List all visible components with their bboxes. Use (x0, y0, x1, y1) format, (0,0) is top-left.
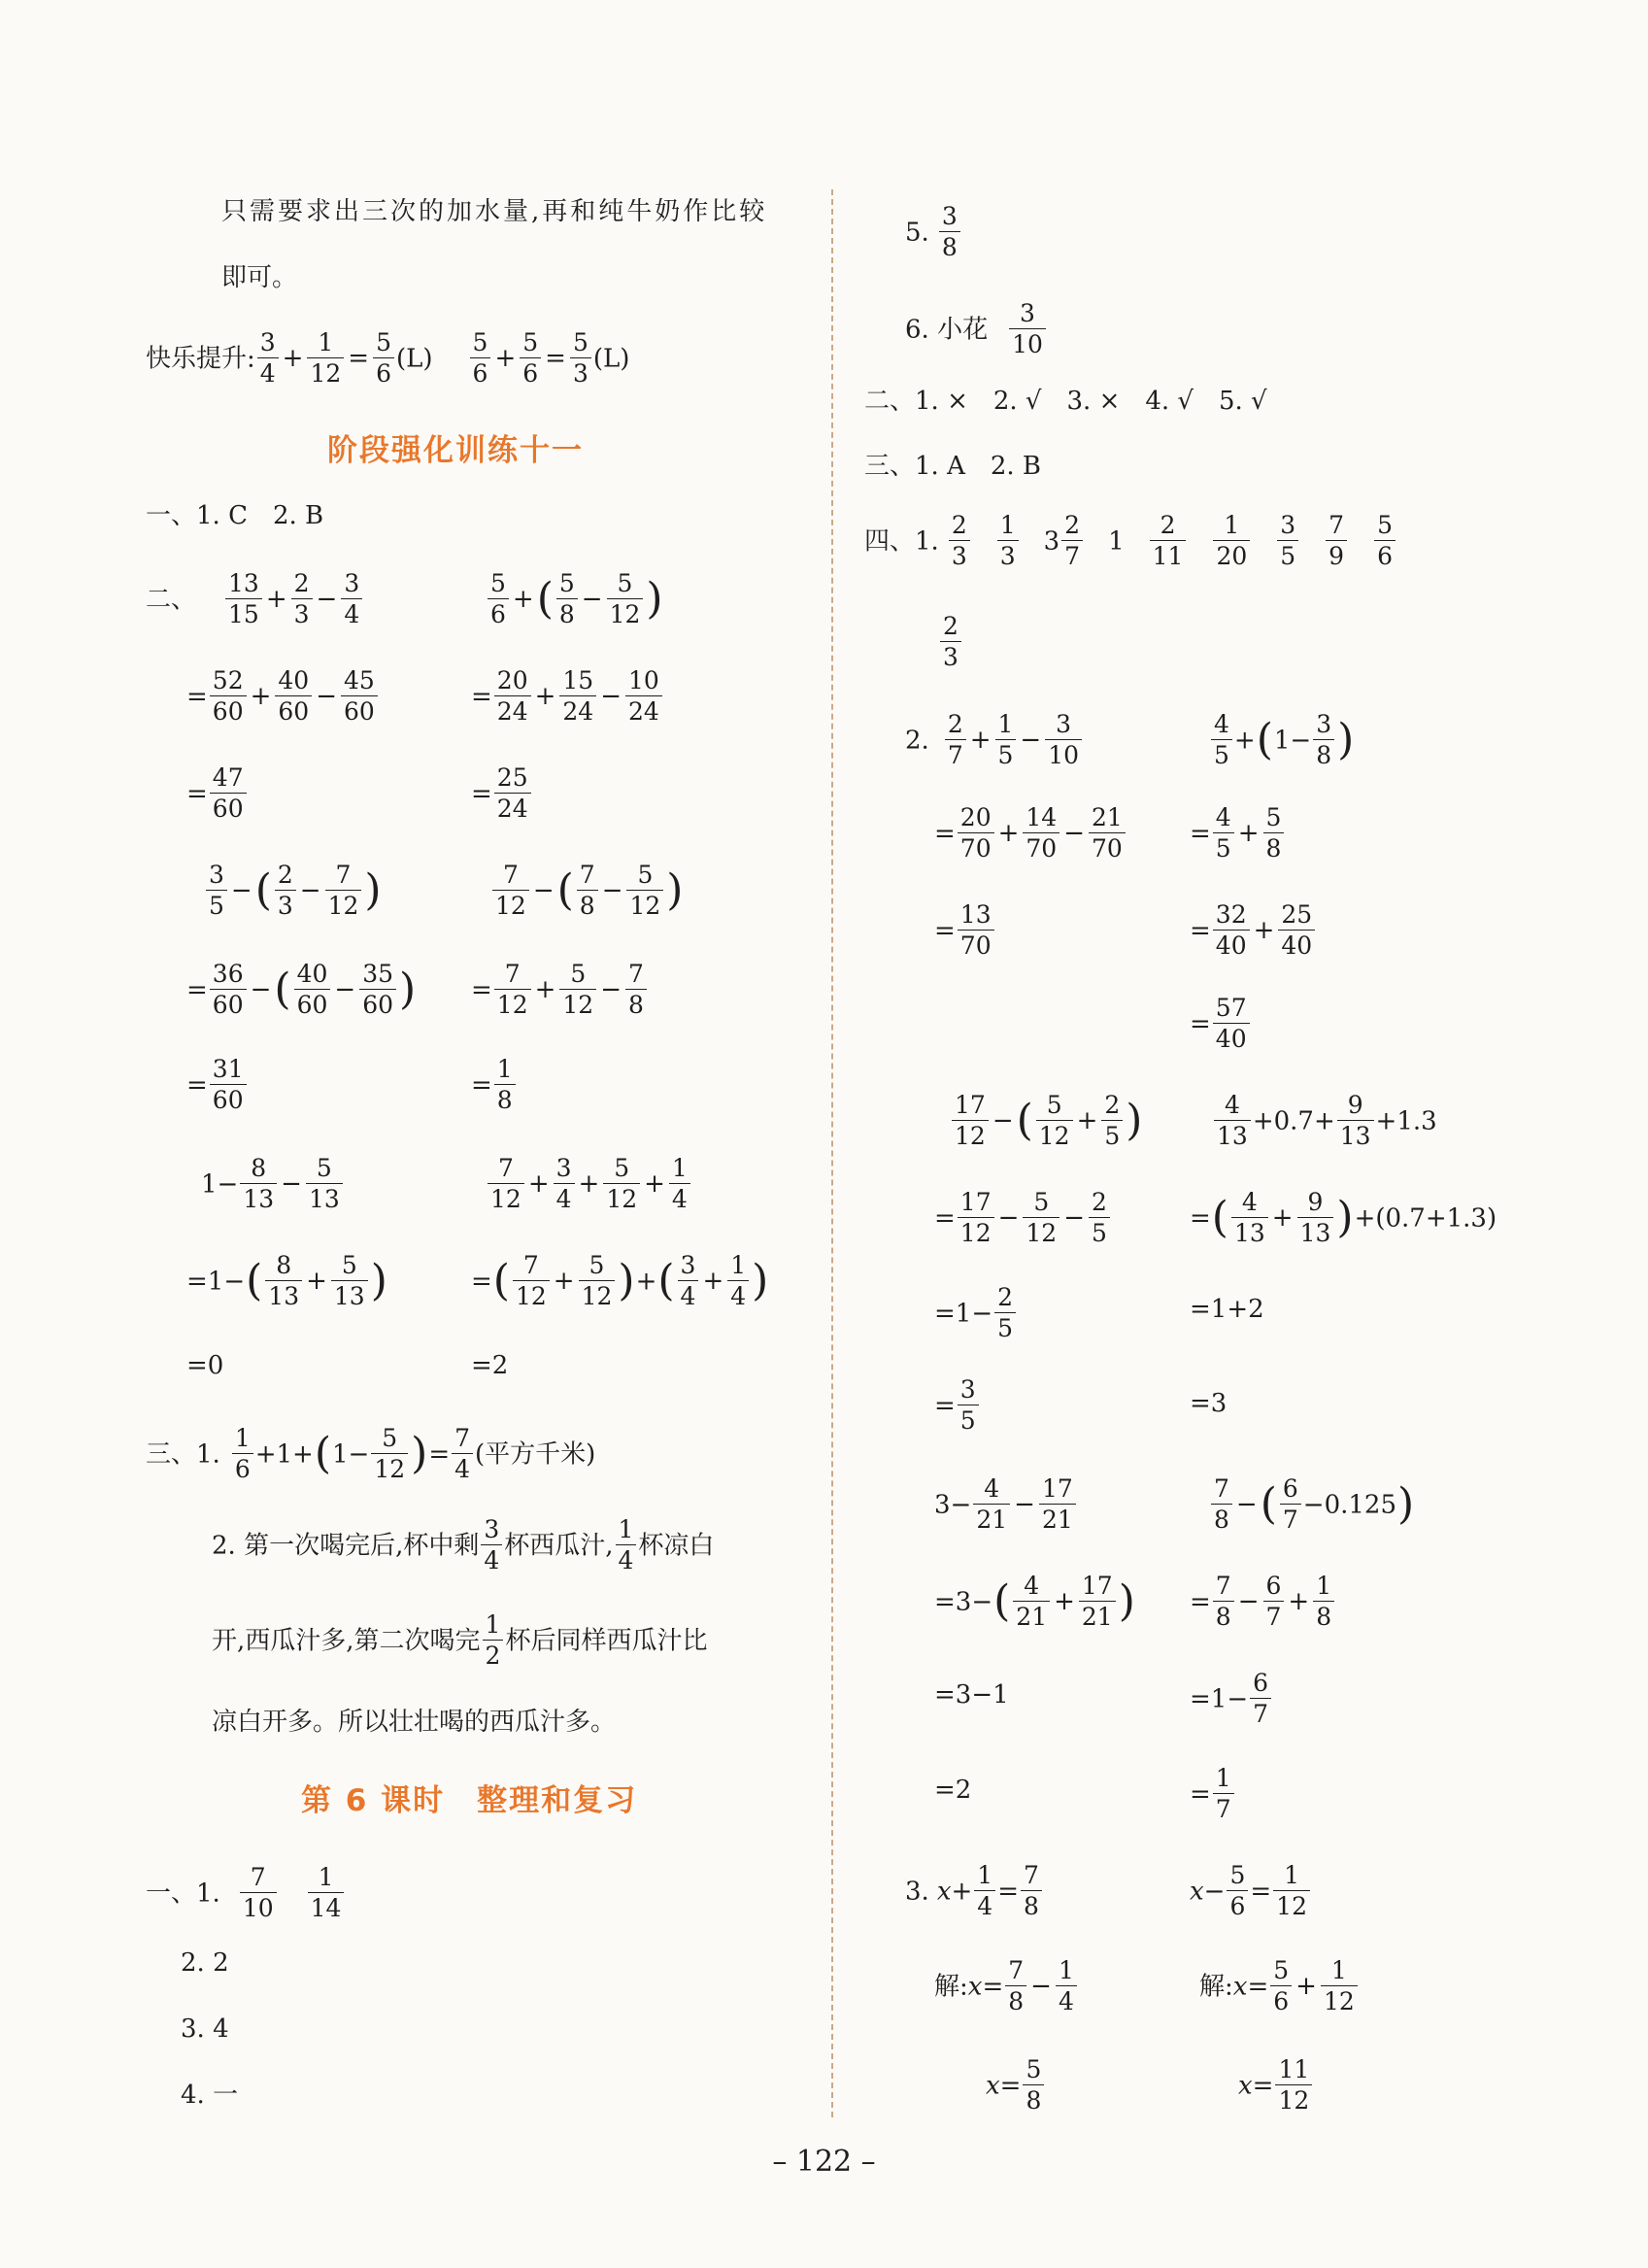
s1-part3-q2-line1: 2. 第一次喝完后,杯中剩 $\frac{3}{4}$ 杯西瓜汁, $\frac{1}{4}$ 杯凉白 (212, 1515, 715, 1575)
r-q6: 6. 小花 $\frac{3}{10}$ (905, 301, 1048, 358)
s1-step: = $\frac{52}{60}$ + $\frac{40}{60}$ − $\frac{45}{60}$ (186, 668, 380, 726)
s1-step: = $\frac{1}{8}$ (471, 1057, 518, 1114)
s1-step: = $\frac{20}{24}$ + $\frac{15}{24}$ − $\frac{10}{24}$ (471, 668, 664, 726)
s1-part1: 一、1. C 2. B (146, 501, 324, 530)
r-part4-q3-eq1: 3. x+ $\frac{1}{4}$ = $\frac{7}{8}$ (905, 1863, 1044, 1920)
s1-part3-q1: 三、1. $\frac{1}{6}$ +1+(1− $\frac{5}{12}$ )= $\frac{7}{4}$ (平方千米) (146, 1424, 596, 1484)
s2-part1-q2: 2. 2 (181, 1948, 229, 1978)
s1-part2-expr1: 二、 $\frac{13}{15}$ + $\frac{2}{3}$ − $\frac{3}{4}$ (146, 571, 364, 628)
section-title-lesson6: 第 6 课时 整理和复习 (301, 1783, 638, 1818)
r-step: = $\frac{20}{70}$ + $\frac{14}{70}$ − $\frac{21}{70}$ (934, 805, 1127, 863)
s1-part2-expr4: $\frac{7}{12}$ −( $\frac{7}{8}$ − $\frac{5}{12}$ ) (490, 863, 684, 920)
happy-boost-label: 快乐提升: (146, 344, 255, 374)
r-step: =1− $\frac{6}{7}$ (1190, 1671, 1273, 1728)
r-step: =1+2 (1190, 1295, 1264, 1324)
r-part4-q3-eq2: x− $\frac{5}{6}$ = $\frac{1}{12}$ (1190, 1863, 1312, 1920)
s1-part2-label: 二、 (146, 585, 197, 615)
prev-text-line2: 即可。 (221, 263, 298, 292)
r-step: =( $\frac{4}{13}$ + $\frac{9}{13}$ )+(0.7+1.3) (1190, 1188, 1497, 1248)
r-step: =3 (1190, 1389, 1228, 1418)
r-step: =1− $\frac{2}{5}$ (934, 1285, 1018, 1342)
r-solve: 解:x= $\frac{7}{8}$ − $\frac{1}{4}$ (934, 1958, 1079, 2015)
section-title-stage-training: 阶段强化训练十一 (327, 433, 584, 468)
r-step: = $\frac{1}{7}$ (1190, 1766, 1236, 1823)
r-solve-result: x= $\frac{5}{8}$ (986, 2057, 1046, 2115)
r-part4-q2-expr3: $\frac{17}{12}$ −( $\frac{5}{12}$ + $\frac{2}{5}$ ) (950, 1093, 1143, 1150)
s1-result: =0 (186, 1351, 224, 1380)
unit-l: (L) (395, 344, 433, 374)
r-step: =3−( $\frac{4}{21}$ + $\frac{17}{21}$ ) (934, 1572, 1135, 1632)
r-part4-q2-expr5: 3− $\frac{4}{21}$ − $\frac{17}{21}$ (934, 1476, 1078, 1534)
r-part3: 三、1. A 2. B (864, 452, 1042, 481)
r-part4-q1-cont: $\frac{2}{3}$ (938, 614, 963, 671)
r-step: = $\frac{3}{5}$ (934, 1377, 981, 1435)
s1-part3-label: 三、1. (146, 1439, 220, 1470)
r-step: = $\frac{32}{40}$ + $\frac{25}{40}$ (1190, 902, 1317, 960)
r-solve: 解:x= $\frac{5}{6}$ + $\frac{1}{12}$ (1199, 1958, 1360, 2015)
s1-step: = $\frac{47}{60}$ (186, 765, 249, 823)
s1-part2-expr3: $\frac{3}{5}$ −( $\frac{2}{3}$ − $\frac{7}{12}$ ) (204, 863, 383, 920)
s1-part2-expr6: $\frac{7}{12}$ + $\frac{3}{4}$ + $\frac{5}{12}$ + $\frac{1}{4}$ (486, 1156, 692, 1213)
r-part4-q2-expr2: $\frac{4}{5}$ +(1− $\frac{3}{8}$ ) (1209, 712, 1355, 769)
r-step: = $\frac{17}{12}$ − $\frac{5}{12}$ − $\frac{2}{5}$ (934, 1190, 1112, 1247)
happy-boost-line: 快乐提升: $\frac{3}{4}$ + $\frac{1}{12}$ = $\frac{5}{6}$ (L) $\frac{5}{6}$ + $\frac{5}{6}$ = $\frac{5}{3}$ (L) (146, 328, 630, 389)
s1-step: = $\frac{31}{60}$ (186, 1057, 249, 1114)
page-number: – 122 – (772, 2145, 876, 2179)
s1-part3-q2-line3: 凉白开多。所以壮壮喝的西瓜汁多。 (212, 1708, 617, 1737)
s1-step: = $\frac{7}{12}$ + $\frac{5}{12}$ − $\frac{7}{8}$ (471, 962, 649, 1019)
s2-part1-q1: 一、1. $\frac{7}{10}$ $\frac{1}{14}$ (146, 1865, 346, 1922)
unit-l: (L) (592, 344, 630, 374)
r-solve-result: x= $\frac{11}{12}$ (1238, 2057, 1314, 2115)
r-part4-q2-expr6: $\frac{7}{8}$ −( $\frac{6}{7}$ −0.125) (1209, 1476, 1415, 1534)
s1-part2-expr2: $\frac{5}{6}$ +( $\frac{5}{8}$ − $\frac{5}{12}$ ) (486, 571, 664, 628)
s1-step: =1−( $\frac{8}{13}$ + $\frac{5}{13}$ ) (186, 1251, 387, 1311)
r-q5: 5. $\frac{3}{8}$ (905, 204, 962, 261)
r-step: =2 (934, 1776, 972, 1805)
r-step: = $\frac{13}{70}$ (934, 902, 996, 960)
r-step: = $\frac{57}{40}$ (1190, 996, 1252, 1053)
column-divider (831, 189, 833, 2117)
s1-part3-q2-line2: 开,西瓜汁多,第二次喝完 $\frac{1}{2}$ 杯后同样西瓜汁比 (212, 1610, 708, 1671)
s1-part2-expr5: 1− $\frac{8}{13}$ − $\frac{5}{13}$ (201, 1156, 345, 1213)
s1-step: =( $\frac{7}{12}$ + $\frac{5}{12}$ )+( $\frac{3}{4}$ + $\frac{1}{4}$ ) (471, 1251, 769, 1311)
s1-step: = $\frac{25}{24}$ (471, 765, 533, 823)
unit-square-km: (平方千米) (475, 1439, 596, 1470)
s2-part1-q4: 4. 一 (181, 2081, 239, 2110)
r-part4-q2-expr1: 2. $\frac{2}{7}$ + $\frac{1}{5}$ − $\frac{3}{10}$ (905, 712, 1084, 769)
r-part2: 二、1. × 2. √ 3. × 4. √ 5. √ (864, 387, 1267, 416)
r-part4-q2-expr4: $\frac{4}{13}$ +0.7+ $\frac{9}{13}$ +1.3 (1212, 1093, 1437, 1150)
prev-text-line1: 只需要求出三次的加水量,再和纯牛奶作比较 (221, 197, 768, 226)
s2-part1-q3: 3. 4 (181, 2014, 229, 2044)
r-step: =3−1 (934, 1680, 1009, 1709)
r-step: = $\frac{7}{8}$ − $\frac{6}{7}$ + $\frac{1}{8}$ (1190, 1574, 1336, 1631)
r-part4-q1: 四、1. $\frac{2}{3}$ $\frac{1}{3}$ 3 $\frac{2}{7}$ 1 $\frac{2}{11}$ $\frac{1}{20}$ $\frac{3}{5}$ $\frac{7}{9}$ $\frac{5}{6}$ (864, 513, 1397, 570)
r-step: = $\frac{4}{5}$ + $\frac{5}{8}$ (1190, 805, 1286, 863)
s1-result: =2 (471, 1351, 509, 1380)
s1-step: = $\frac{36}{60}$ −( $\frac{40}{60}$ − $\frac{35}{60}$ ) (186, 960, 417, 1020)
